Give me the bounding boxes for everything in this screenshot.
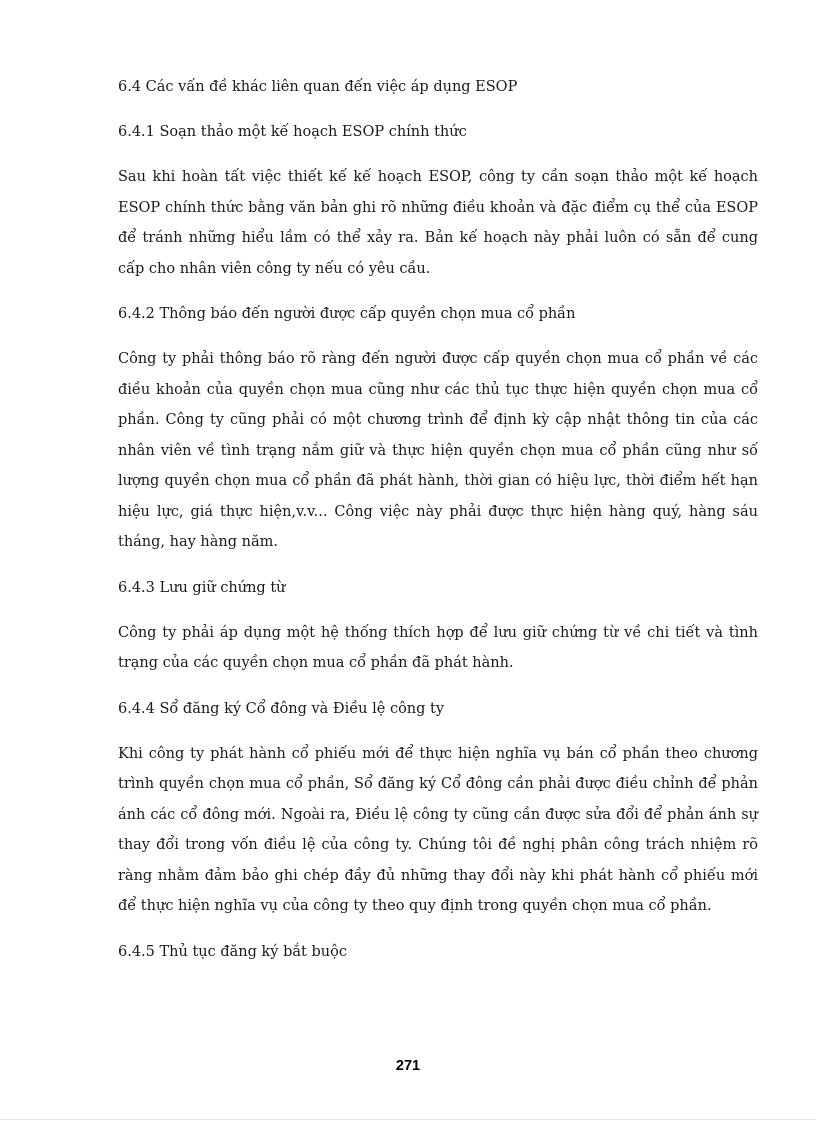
section-heading-6-4-2: 6.4.2 Thông báo đến người được cấp quyền chọn mua cổ phần bbox=[118, 306, 576, 322]
document-body bbox=[118, 72, 758, 982]
section-heading-6-4-3: 6.4.3 Lưu giữ chứng từ bbox=[118, 579, 286, 596]
paragraph-6-4-2: Công ty phải thông báo rõ ràng đến người được cấp quyền chọn mua cổ phần về các điều khoản của quyền chọn mua cũng như các thủ tục thực hiện quyền chọn mua cổ phần. Công ty cũng phải có một chương trình để định kỳ cập nhật thông tin của các nhân viên về tình trạng nắm giữ và thực hiện quyền chọn mua cổ phần cũng như số lượng quyền chọn mua cổ phần đã phát hành, thời gian có hiệu lực, thời điểm hết hạn hiệu lực, giá thực hiện,v.v... Công việc này phải được thực hiện hàng quý, hàng sáu tháng, hay hàng năm. bbox=[118, 351, 758, 550]
page-bottom-divider bbox=[0, 1119, 816, 1120]
paragraph-6-4-4: Khi công ty phát hành cổ phiếu mới để thực hiện nghĩa vụ bán cổ phần theo chương trình quyền chọn mua cổ phần, Sổ đăng ký Cổ đông cần phải được điều chỉnh để phản ánh các cổ đông mới. Ngoài ra, Điều lệ công ty cũng cần được sửa đổi để phản ánh sự thay đổi trong vốn điều lệ của công ty. Chúng tôi đề nghị phân công trách nhiệm rõ ràng nhằm đảm bảo ghi chép đầy đủ những thay đổi này khi phát hành cổ phiếu mới để thực hiện nghĩa vụ của công ty theo quy định trong quyền chọn mua cổ phần. bbox=[118, 745, 758, 914]
page-number: 271 bbox=[395, 1058, 421, 1074]
section-heading-6-4-5: 6.4.5 Thủ tục đăng ký bắt buộc bbox=[118, 943, 347, 960]
paragraph-6-4-1: Sau khi hoàn tất việc thiết kế kế hoạch ESOP, công ty cần soạn thảo một kế hoạch ESOP chính thức bằng văn bản ghi rõ những điều khoản và đặc điểm cụ thể của ESOP để tránh những hiểu lầm có thể xảy ra. Bản kế hoạch này phải luôn có sẵn để cung cấp cho nhân viên công ty nếu có yêu cầu. bbox=[118, 169, 758, 277]
paragraph-6-4-3: Công ty phải áp dụng một hệ thống thích hợp để lưu giữ chứng từ về chi tiết và tình trạng của các quyền chọn mua cổ phần đã phát hành. bbox=[118, 624, 758, 671]
section-heading-6-4-1: 6.4.1 Soạn thảo một kế hoạch ESOP chính thức bbox=[118, 124, 467, 140]
section-heading-6-4-4: 6.4.4 Sổ đăng ký Cổ đông và Điều lệ công ty bbox=[118, 700, 445, 717]
section-heading-6-4: 6.4 Các vấn đề khác liên quan đến việc áp dụng ESOP bbox=[118, 79, 518, 95]
